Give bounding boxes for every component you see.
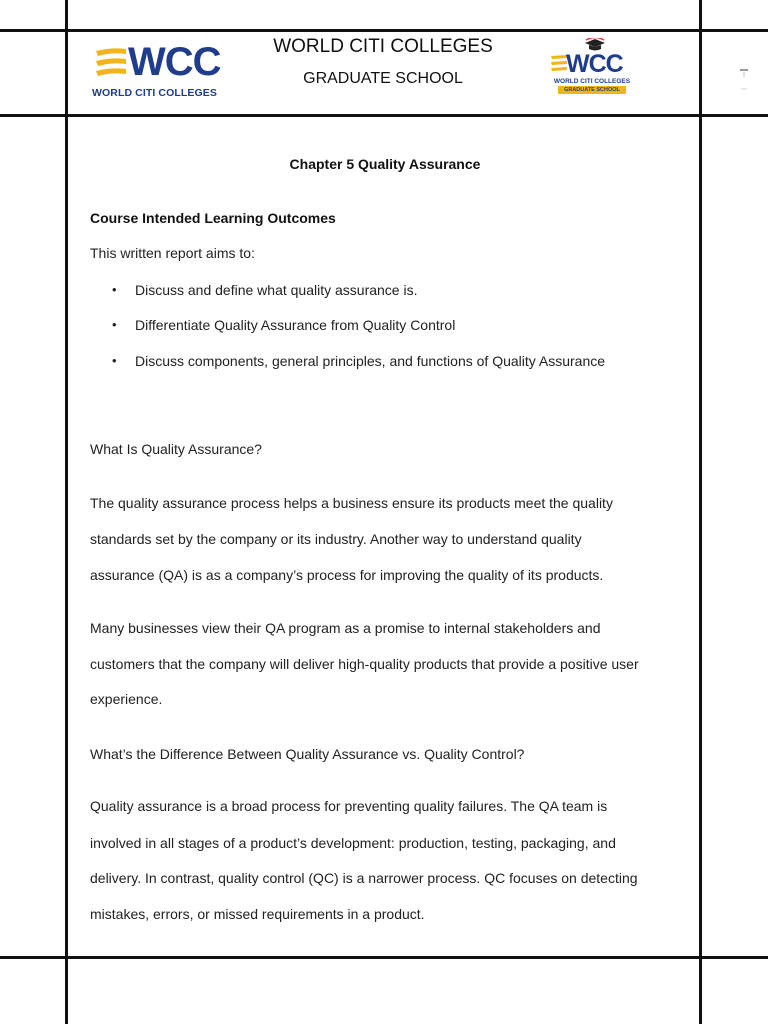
page-border-right — [699, 0, 702, 1024]
header-border-bottom — [0, 114, 768, 117]
paragraph-line: delivery. In contrast, quality control (QC) is a narrower process. QC focuses on detecting — [90, 870, 638, 886]
paragraph-line: mistakes, errors, or missed requirements in a product. — [90, 906, 425, 922]
footer-border — [0, 956, 768, 959]
logo-right-letters: WCC — [566, 50, 623, 78]
logo-right-line1: WORLD CITI COLLEGES — [553, 78, 631, 85]
paragraph-line: standards set by the company or its industry. Another way to understand quality — [90, 531, 582, 547]
logo-left-caption: WORLD CITI COLLEGES — [92, 87, 217, 99]
paragraph-line: involved in all stages of a product’s development: production, testing, packaging, and — [90, 835, 616, 851]
paragraph-line: customers that the company will deliver high-quality products that provide a positive user — [90, 656, 639, 672]
wcc-logo-left — [92, 40, 221, 101]
wcc-stripes-icon — [94, 45, 128, 83]
school-title: WORLD CITI COLLEGES — [273, 36, 493, 57]
logo-left-letters: WCC — [128, 40, 221, 84]
paragraph-line: assurance (QA) is as a company’s process for improving the quality of its products. — [90, 567, 604, 583]
header-border-top — [0, 29, 768, 32]
paragraph-line: The quality assurance process helps a business ensure its products meet the quality — [90, 495, 613, 511]
clo-bullet-text: Differentiate Quality Assurance from Quality Control — [135, 317, 456, 333]
paragraph-line: Many businesses view their QA program as a promise to internal stakeholders and — [90, 620, 601, 636]
school-subtitle: GRADUATE SCHOOL — [303, 70, 463, 87]
clo-bullet-text: Discuss and define what quality assurance is. — [135, 282, 418, 298]
page-border-left — [65, 0, 68, 1024]
clo-bullet-text: Discuss components, general principles, and functions of Quality Assurance — [135, 353, 606, 369]
clo-heading: Course Intended Learning Outcomes — [90, 210, 336, 226]
paragraph-line: Quality assurance is a broad process for preventing quality failures. The QA team is — [90, 798, 608, 814]
margin-marks-icon — [740, 68, 748, 92]
section-heading: What Is Quality Assurance? — [90, 441, 262, 457]
chapter-title: Chapter 5 Quality Assurance — [289, 156, 481, 172]
paragraph-line: experience. — [90, 691, 163, 707]
logo-right-line2: GRADUATE SCHOOL — [558, 86, 626, 94]
graduate-school-logo — [546, 38, 638, 96]
section-heading: What’s the Difference Between Quality Assurance vs. Quality Control? — [90, 746, 525, 762]
clo-intro: This written report aims to: — [90, 245, 255, 261]
